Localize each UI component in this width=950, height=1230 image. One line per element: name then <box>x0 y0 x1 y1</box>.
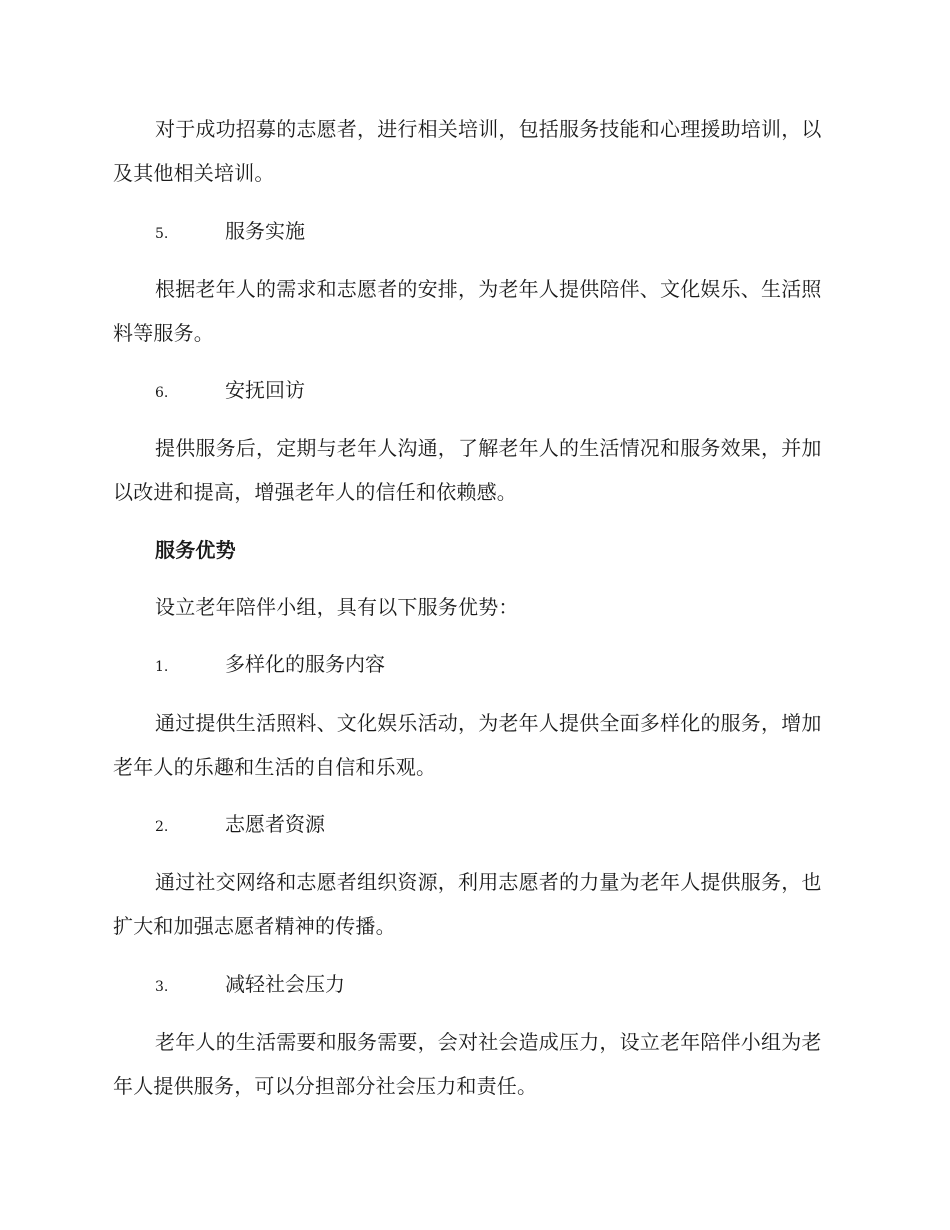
list-item-title: 减轻社会压力 <box>225 972 345 996</box>
list-item-service-implementation <box>155 209 305 253</box>
paragraph-advantages-intro: 设立老年陪伴小组，具有以下服务优势： <box>155 595 519 619</box>
list-item-title: 安抚回访 <box>225 378 305 402</box>
section-heading-advantages: 服务优势 <box>155 538 236 562</box>
list-item-volunteer-resources <box>155 802 325 846</box>
list-item-title: 志愿者资源 <box>225 812 325 836</box>
list-item-diverse-services <box>155 642 385 686</box>
paragraph-training: 对于成功招募的志愿者，进行相关培训，包括服务技能和心理援助培训，以及其他相关培训。 <box>113 117 822 185</box>
paragraph-service: 根据老年人的需求和志愿者的安排，为老年人提供陪伴、文化娱乐、生活照料等服务。 <box>113 277 822 345</box>
list-number: 1. <box>155 659 169 675</box>
list-item-title: 多样化的服务内容 <box>225 652 385 676</box>
list-number: 3. <box>155 979 169 995</box>
paragraph-reduce-social-pressure: 老年人的生活需要和服务需要，会对社会造成压力，设立老年陪伴小组为老年人提供服务，可以分担部分社会压力和责任。 <box>113 1030 822 1098</box>
paragraph-diverse-services: 通过提供生活照料、文化娱乐活动，为老年人提供全面多样化的服务，增加老年人的乐趣和生活的自信和乐观。 <box>113 711 822 779</box>
paragraph-follow-up: 提供服务后，定期与老年人沟通，了解老年人的生活情况和服务效果，并加以改进和提高，增强老年人的信任和依赖感。 <box>113 436 822 504</box>
list-item-title: 服务实施 <box>225 219 305 243</box>
paragraph-volunteer-resources: 通过社交网络和志愿者组织资源，利用志愿者的力量为老年人提供服务，也扩大和加强志愿者精神的传播。 <box>113 870 822 938</box>
list-number: 5. <box>155 226 169 242</box>
list-number: 2. <box>155 819 169 835</box>
list-number: 6. <box>155 385 169 401</box>
list-item-follow-up <box>155 368 305 412</box>
list-item-reduce-social-pressure <box>155 962 345 1006</box>
